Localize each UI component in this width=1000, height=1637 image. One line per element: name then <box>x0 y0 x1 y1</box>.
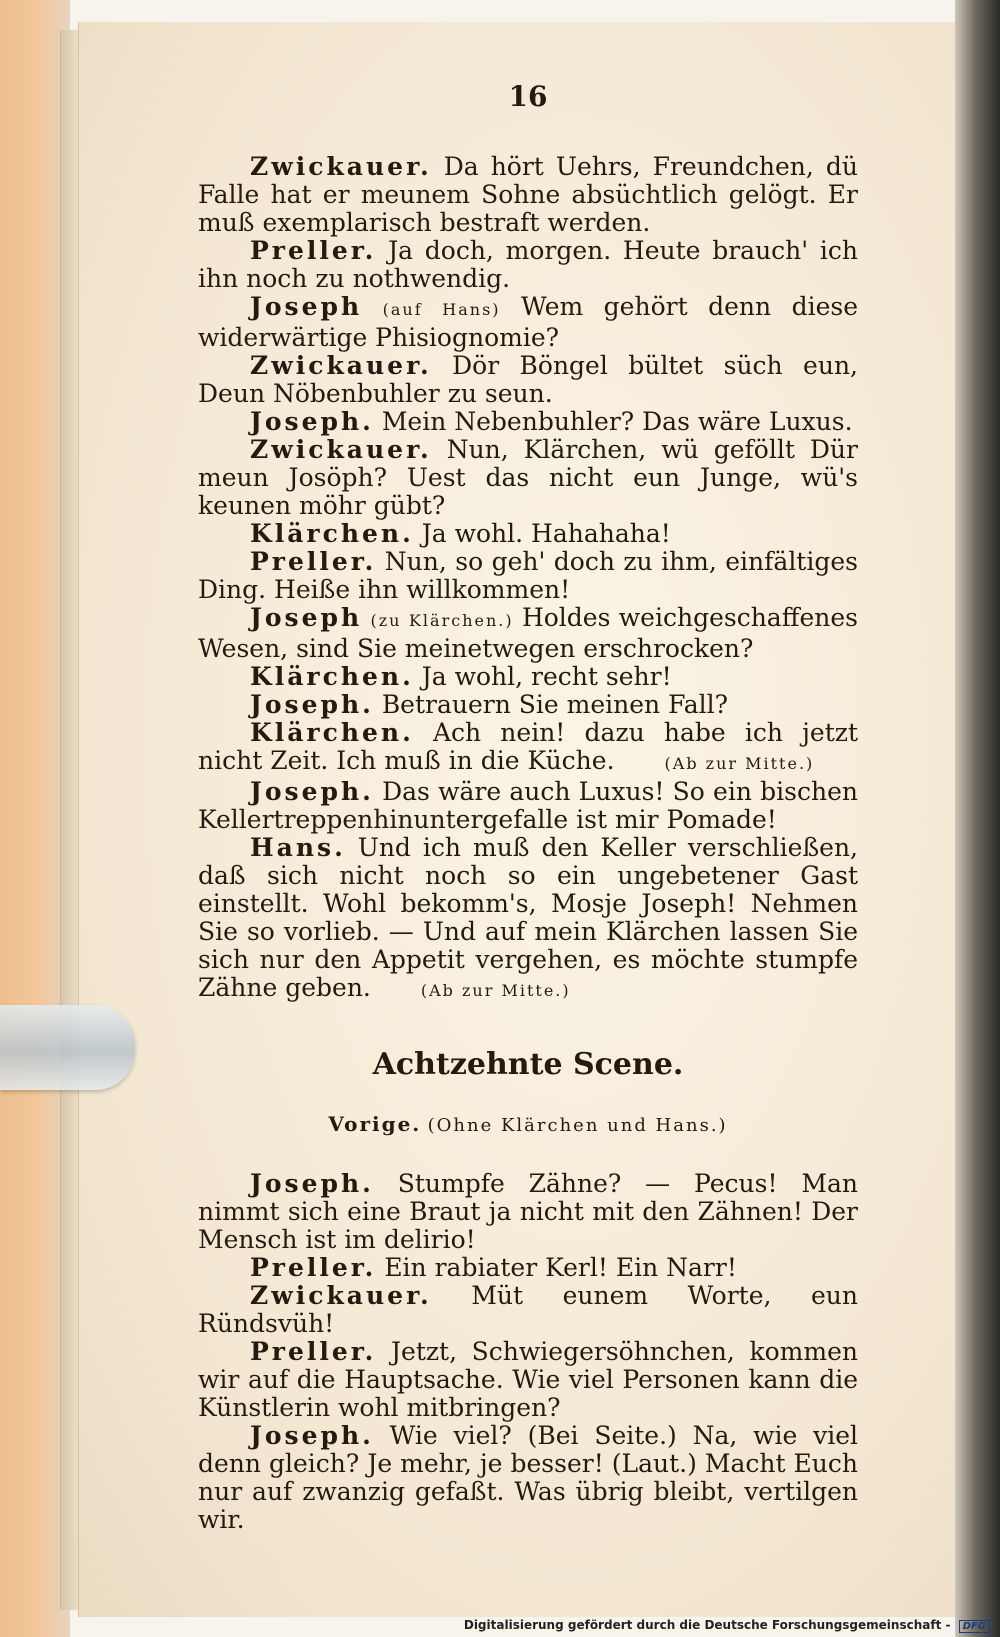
dialogue-paragraph <box>198 778 858 834</box>
dialogue-paragraph <box>198 153 858 237</box>
dialogue-text: Stumpfe Zähne? — Pecus! Man nimmt sich eine Braut ja nicht mit den Zähnen! Der Mensch ist im delirio! <box>198 1169 858 1254</box>
speaker-name: Zwickauer. <box>250 435 432 464</box>
dialogue-text: Ja doch, morgen. Heute brauch' ich ihn noch zu nothwendig. <box>198 236 858 293</box>
speaker-name: Klärchen. <box>250 662 414 691</box>
dialogue-text: Ach nein! dazu habe ich jetzt nicht Zeit. Ich muß in die Küche. <box>198 718 858 775</box>
dialogue-text: Und ich muß den Keller verschließen, daß sich nicht noch so ein ungebetener Gast einstellt. Wohl bekomm's, Mosje Joseph! Nehmen Sie so vorlieb. — Und auf mein Klärchen lassen Sie sich nur den Appetit vergehen, es möchte stumpfe Zähne geben. <box>198 833 858 1002</box>
dialogue-text: Wem gehört denn diese widerwärtige Phisiognomie? <box>198 292 859 352</box>
dialogue-paragraph <box>198 520 858 548</box>
dialogue-text: Da hört Uehrs, Freundchen, dü Falle hat er meunem Sohne absüchtlich gelögt. Er muß exemplarisch bestraft werden. <box>198 152 858 237</box>
page-content <box>198 80 858 1534</box>
speaker-name: Joseph. <box>250 407 374 436</box>
speaker-name: Joseph <box>250 603 363 632</box>
bookmark-clip <box>0 1005 135 1090</box>
dialogue-paragraph <box>198 1422 858 1534</box>
dialogue-paragraph <box>198 237 858 293</box>
exit-direction: (Ab zur Mitte.) <box>420 981 571 1000</box>
exit-direction: (Ab zur Mitte.) <box>664 754 815 773</box>
dialogue-block <box>198 153 858 1005</box>
dialogue-text: Nun, Klärchen, wü geföllt Dür meun Josöph? Uest das nicht eun Junge, wü's keunen möhr gübt? <box>198 435 858 520</box>
stage-direction: (zu Klärchen.) <box>370 611 514 630</box>
speaker-name: Preller. <box>250 236 377 265</box>
dialogue-paragraph <box>198 663 858 691</box>
dialogue-paragraph <box>198 834 858 1005</box>
dialogue-text: Holdes weichgeschaffenes Wesen, sind Sie meinetwegen erschrocken? <box>198 603 858 663</box>
dialogue-paragraph <box>198 548 858 604</box>
digitization-credit <box>464 1618 990 1633</box>
dialogue-paragraph <box>198 352 858 408</box>
dialogue-text: Nun, so geh' doch zu ihm, einfältiges Ding. Heiße ihn willkommen! <box>198 547 858 604</box>
dialogue-text: Das wäre auch Luxus! So ein bischen Kellertreppenhinuntergefalle ist mir Pomade! <box>198 777 858 834</box>
speaker-name: Klärchen. <box>250 519 414 548</box>
speaker-name: Joseph. <box>250 777 374 806</box>
dialogue-paragraph <box>198 604 858 663</box>
book-gutter <box>955 0 1000 1637</box>
dialogue-text: Ja wohl. Hahahaha! <box>421 519 671 548</box>
speaker-name: Joseph. <box>250 1421 374 1450</box>
dialogue-paragraph <box>198 1254 858 1282</box>
dialogue-paragraph <box>198 691 858 719</box>
dialogue-paragraph <box>198 719 858 778</box>
dialogue-paragraph <box>198 293 858 352</box>
dialogue-text: Betrauern Sie meinen Fall? <box>381 690 729 719</box>
scene-cast-note: (Ohne Klärchen und Hans.) <box>427 1115 728 1136</box>
speaker-name: Preller. <box>250 1337 377 1366</box>
dialogue-text: Jetzt, Schwiegersöhnchen, kommen wir auf die Hauptsache. Wie viel Personen kann die Künstlerin wohl mitbringen? <box>198 1337 858 1422</box>
speaker-name: Joseph. <box>250 690 374 719</box>
scene-cast-who: Vorige. <box>328 1112 422 1136</box>
dialogue-paragraph <box>198 1170 858 1254</box>
scene-cast <box>198 1112 858 1136</box>
dialogue-paragraph <box>198 408 858 436</box>
speaker-name: Zwickauer. <box>250 351 432 380</box>
speaker-name: Joseph. <box>250 1169 374 1198</box>
dialogue-paragraph <box>198 1338 858 1422</box>
speaker-name: Klärchen. <box>250 718 414 747</box>
stage-direction: (auf Hans) <box>382 300 501 319</box>
credit-text: Digitalisierung gefördert durch die Deutsche Forschungsgemeinschaft - <box>463 1618 951 1632</box>
speaker-name: Zwickauer. <box>250 152 432 181</box>
scene-title: Achtzehnte Scene. <box>372 1047 684 1082</box>
dialogue-text: Mein Nebenbuhler? Das wäre Luxus. <box>381 407 853 436</box>
dfg-logo: DFG <box>959 1620 990 1633</box>
dialogue-text: Wie viel? (Bei Seite.) Na, wie viel denn gleich? Je mehr, je besser! (Laut.) Macht Euch nur auf zwanzig gefaßt. Was übrig bleibt, vertilgen wir. <box>198 1421 858 1534</box>
speaker-name: Joseph <box>250 292 363 321</box>
dialogue-text: Dör Böngel bültet süch eun, Deun Nöbenbuhler zu seun. <box>198 351 858 408</box>
speaker-name: Zwickauer. <box>250 1281 432 1310</box>
dialogue-text: Ja wohl, recht sehr! <box>421 662 672 691</box>
page-number: 16 <box>508 80 548 113</box>
dialogue-paragraph <box>198 1282 858 1338</box>
dialogue-text: Müt eunem Worte, eun Ründsvüh! <box>198 1281 858 1338</box>
dialogue-text: Ein rabiater Kerl! Ein Narr! <box>384 1253 737 1282</box>
speaker-name: Preller. <box>250 1253 377 1282</box>
dialogue-paragraph <box>198 436 858 520</box>
speaker-name: Hans. <box>250 833 346 862</box>
speaker-name: Preller. <box>250 547 377 576</box>
dialogue-block <box>198 1170 858 1534</box>
